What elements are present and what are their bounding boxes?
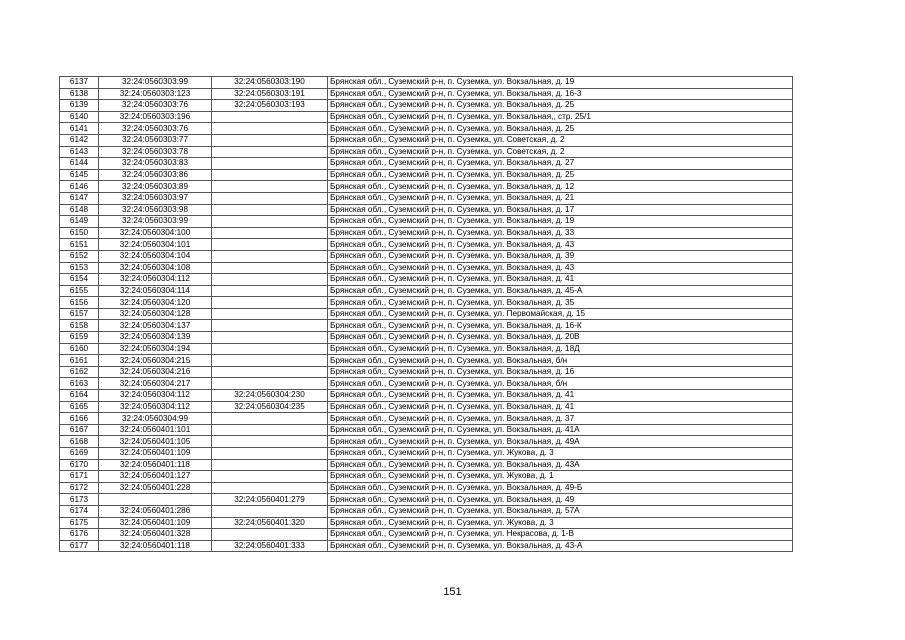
address-cell: Брянская обл., Суземский р-н, п. Суземка, ул. Вокзальная, д. 49-Б [328,482,793,494]
linked-cadastral-number-cell [212,355,328,367]
linked-cadastral-number-cell [212,448,328,460]
table-row [60,204,793,216]
row-number-cell: 6169 [60,448,99,460]
linked-cadastral-number-cell [212,505,328,517]
table-body [60,77,793,552]
row-number-cell: 6163 [60,378,99,390]
table-row [60,448,793,460]
row-number-cell: 6171 [60,471,99,483]
property-registry-table [59,76,793,552]
linked-cadastral-number-cell [212,413,328,425]
table-row [60,320,793,332]
linked-cadastral-number-cell [212,250,328,262]
cadastral-number-cell: 32:24:0560303:76 [99,100,212,112]
row-number-cell: 6168 [60,436,99,448]
row-number-cell: 6174 [60,505,99,517]
linked-cadastral-number-cell [212,343,328,355]
table-row [60,482,793,494]
linked-cadastral-number-cell [212,529,328,541]
address-cell: Брянская обл., Суземский р-н, п. Суземка, ул. Вокзальная, д. 16-3 [328,88,793,100]
row-number-cell: 6147 [60,192,99,204]
row-number-cell: 6157 [60,308,99,320]
address-cell: Брянская обл., Суземский р-н, п. Суземка, ул. Вокзальная, д. 41А [328,424,793,436]
table-row [60,285,793,297]
table-row [60,343,793,355]
linked-cadastral-number-cell: 32:24:0560304:230 [212,390,328,402]
row-number-cell: 6144 [60,158,99,170]
address-cell: Брянская обл., Суземский р-н, п. Суземка, ул. Жукова, д. 1 [328,471,793,483]
linked-cadastral-number-cell [212,297,328,309]
linked-cadastral-number-cell [212,274,328,286]
table-row [60,181,793,193]
row-number-cell: 6142 [60,134,99,146]
table-row [60,540,793,552]
cadastral-number-cell: 32:24:0560401:286 [99,505,212,517]
address-cell: Брянская обл., Суземский р-н, п. Суземка, ул. Вокзальная, б/н [328,355,793,367]
table-row [60,459,793,471]
table-row [60,250,793,262]
linked-cadastral-number-cell [212,332,328,344]
row-number-cell: 6176 [60,529,99,541]
page-number: 151 [443,586,462,598]
linked-cadastral-number-cell [212,262,328,274]
cadastral-number-cell: 32:24:0560304:114 [99,285,212,297]
address-cell: Брянская обл., Суземский р-н, п. Суземка, ул. Вокзальная, д. 33 [328,227,793,239]
row-number-cell: 6161 [60,355,99,367]
table-row [60,413,793,425]
address-cell: Брянская обл., Суземский р-н, п. Суземка, ул. Жукова, д. 3 [328,448,793,460]
table-row [60,436,793,448]
cadastral-number-cell: 32:24:0560303:98 [99,204,212,216]
cadastral-number-cell: 32:24:0560304:194 [99,343,212,355]
cadastral-number-cell: 32:24:0560304:139 [99,332,212,344]
cadastral-number-cell: 32:24:0560303:77 [99,134,212,146]
linked-cadastral-number-cell [212,424,328,436]
table-row [60,494,793,506]
cadastral-number-cell: 32:24:0560304:112 [99,401,212,413]
row-number-cell: 6155 [60,285,99,297]
table-row [60,227,793,239]
table-row [60,308,793,320]
linked-cadastral-number-cell [212,227,328,239]
address-cell: Брянская обл., Суземский р-н, п. Суземка, ул. Вокзальная, д. 49 [328,494,793,506]
linked-cadastral-number-cell [212,308,328,320]
table-row [60,332,793,344]
table-row [60,297,793,309]
address-cell: Брянская обл., Суземский р-н, п. Суземка, ул. Вокзальная, д. 43 [328,239,793,251]
row-number-cell: 6166 [60,413,99,425]
linked-cadastral-number-cell: 32:24:0560303:190 [212,77,328,89]
address-cell: Брянская обл., Суземский р-н, п. Суземка, ул. Вокзальная, д. 37 [328,413,793,425]
linked-cadastral-number-cell [212,123,328,135]
cadastral-number-cell: 32:24:0560303:99 [99,77,212,89]
row-number-cell: 6162 [60,366,99,378]
linked-cadastral-number-cell [212,239,328,251]
address-cell: Брянская обл., Суземский р-н, п. Суземка, ул. Вокзальная, д. 41 [328,401,793,413]
address-cell: Брянская обл., Суземский р-н, п. Суземка, ул. Вокзальная, д. 25 [328,169,793,181]
address-cell: Брянская обл., Суземский р-н, п. Суземка, ул. Вокзальная, д. 25 [328,123,793,135]
linked-cadastral-number-cell [212,111,328,123]
cadastral-number-cell: 32:24:0560304:137 [99,320,212,332]
address-cell: Брянская обл., Суземский р-н, п. Суземка, ул. Вокзальная, д. 45-А [328,285,793,297]
address-cell: Брянская обл., Суземский р-н, п. Суземка, ул. Вокзальная, д. 25 [328,100,793,112]
address-cell: Брянская обл., Суземский р-н, п. Суземка, ул. Вокзальная, д. 41 [328,390,793,402]
address-cell: Брянская обл., Суземский р-н, п. Суземка, ул. Вокзальная, д. 35 [328,297,793,309]
linked-cadastral-number-cell: 32:24:0560401:320 [212,517,328,529]
address-cell: Брянская обл., Суземский р-н, п. Суземка, ул. Некрасова, д. 1-В [328,529,793,541]
linked-cadastral-number-cell [212,366,328,378]
row-number-cell: 6151 [60,239,99,251]
row-number-cell: 6148 [60,204,99,216]
cadastral-number-cell: 32:24:0560304:104 [99,250,212,262]
cadastral-number-cell: 32:24:0560303:97 [99,192,212,204]
cadastral-number-cell: 32:24:0560304:120 [99,297,212,309]
linked-cadastral-number-cell [212,169,328,181]
linked-cadastral-number-cell [212,378,328,390]
table-row [60,88,793,100]
row-number-cell: 6140 [60,111,99,123]
linked-cadastral-number-cell [212,320,328,332]
row-number-cell: 6156 [60,297,99,309]
linked-cadastral-number-cell [212,204,328,216]
cadastral-number-cell: 32:24:0560304:101 [99,239,212,251]
table-row [60,146,793,158]
address-cell: Брянская обл., Суземский р-н, п. Суземка, ул. Жукова, д. 3 [328,517,793,529]
table-row [60,401,793,413]
row-number-cell: 6165 [60,401,99,413]
cadastral-number-cell: 32:24:0560401:101 [99,424,212,436]
cadastral-number-cell: 32:24:0560304:112 [99,274,212,286]
cadastral-number-cell: 32:24:0560401:109 [99,448,212,460]
cadastral-number-cell: 32:24:0560401:228 [99,482,212,494]
table-row [60,216,793,228]
table-row [60,378,793,390]
table-row [60,471,793,483]
cadastral-number-cell: 32:24:0560401:109 [99,517,212,529]
address-cell: Брянская обл., Суземский р-н, п. Суземка, ул. Вокзальная, д. 41 [328,274,793,286]
linked-cadastral-number-cell [212,134,328,146]
cadastral-number-cell: 32:24:0560303:196 [99,111,212,123]
cadastral-number-cell: 32:24:0560304:112 [99,390,212,402]
table-row [60,111,793,123]
table-row [60,158,793,170]
cadastral-number-cell: 32:24:0560304:217 [99,378,212,390]
row-number-cell: 6145 [60,169,99,181]
row-number-cell: 6164 [60,390,99,402]
table-row [60,424,793,436]
row-number-cell: 6150 [60,227,99,239]
address-cell: Брянская обл., Суземский р-н, п. Суземка, ул. Советская, д. 2 [328,134,793,146]
address-cell: Брянская обл., Суземский р-н, п. Суземка, ул. Вокзальная, д. 16-К [328,320,793,332]
address-cell: Брянская обл., Суземский р-н, п. Суземка, ул. Первомайская, д. 15 [328,308,793,320]
cadastral-number-cell: 32:24:0560401:118 [99,459,212,471]
linked-cadastral-number-cell [212,181,328,193]
table-row [60,169,793,181]
table-row [60,355,793,367]
address-cell: Брянская обл., Суземский р-н, п. Суземка, ул. Советская, д. 2 [328,146,793,158]
row-number-cell: 6139 [60,100,99,112]
address-cell: Брянская обл., Суземский р-н, п. Суземка, ул. Вокзальная, д. 43-А [328,540,793,552]
row-number-cell: 6172 [60,482,99,494]
linked-cadastral-number-cell [212,482,328,494]
linked-cadastral-number-cell [212,158,328,170]
table-row [60,274,793,286]
table-row [60,366,793,378]
row-number-cell: 6146 [60,181,99,193]
linked-cadastral-number-cell [212,471,328,483]
row-number-cell: 6137 [60,77,99,89]
address-cell: Брянская обл., Суземский р-н, п. Суземка, ул. Вокзальная, б/н [328,378,793,390]
linked-cadastral-number-cell [212,459,328,471]
linked-cadastral-number-cell: 32:24:0560303:191 [212,88,328,100]
cadastral-number-cell: 32:24:0560401:105 [99,436,212,448]
address-cell: Брянская обл., Суземский р-н, п. Суземка, ул. Вокзальная, д. 39 [328,250,793,262]
table-row [60,100,793,112]
row-number-cell: 6175 [60,517,99,529]
cadastral-number-cell: 32:24:0560304:215 [99,355,212,367]
cadastral-number-cell: 32:24:0560303:123 [99,88,212,100]
cadastral-number-cell: 32:24:0560304:128 [99,308,212,320]
address-cell: Брянская обл., Суземский р-н, п. Суземка, ул. Вокзальная, д. 20В [328,332,793,344]
row-number-cell: 6167 [60,424,99,436]
linked-cadastral-number-cell [212,146,328,158]
row-number-cell: 6143 [60,146,99,158]
cadastral-number-cell: 32:24:0560401:328 [99,529,212,541]
table-row [60,505,793,517]
address-cell: Брянская обл., Суземский р-н, п. Суземка, ул. Вокзальная, д. 19 [328,216,793,228]
linked-cadastral-number-cell: 32:24:0560304:235 [212,401,328,413]
row-number-cell: 6158 [60,320,99,332]
table-row [60,123,793,135]
cadastral-number-cell: 32:24:0560304:108 [99,262,212,274]
linked-cadastral-number-cell [212,436,328,448]
address-cell: Брянская обл., Суземский р-н, п. Суземка, ул. Вокзальная, д. 19 [328,77,793,89]
row-number-cell: 6152 [60,250,99,262]
row-number-cell: 6141 [60,123,99,135]
cadastral-number-cell: 32:24:0560303:83 [99,158,212,170]
linked-cadastral-number-cell [212,285,328,297]
table-row [60,517,793,529]
cadastral-number-cell: 32:24:0560303:86 [99,169,212,181]
cadastral-number-cell: 32:24:0560303:89 [99,181,212,193]
cadastral-number-cell: 32:24:0560303:76 [99,123,212,135]
address-cell: Брянская обл., Суземский р-н, п. Суземка, ул. Вокзальная, д. 18Д [328,343,793,355]
address-cell: Брянская обл., Суземский р-н, п. Суземка, ул. Вокзальная, д. 27 [328,158,793,170]
cadastral-number-cell: 32:24:0560401:118 [99,540,212,552]
address-cell: Брянская обл., Суземский р-н, п. Суземка, ул. Вокзальная, д. 43 [328,262,793,274]
table-row [60,529,793,541]
linked-cadastral-number-cell [212,192,328,204]
table-row [60,192,793,204]
cadastral-number-cell: 32:24:0560401:127 [99,471,212,483]
row-number-cell: 6173 [60,494,99,506]
row-number-cell: 6160 [60,343,99,355]
address-cell: Брянская обл., Суземский р-н, п. Суземка, ул. Вокзальная, д. 21 [328,192,793,204]
cadastral-number-cell: 32:24:0560304:100 [99,227,212,239]
linked-cadastral-number-cell: 32:24:0560401:333 [212,540,328,552]
cadastral-number-cell [99,494,212,506]
address-cell: Брянская обл., Суземский р-н, п. Суземка, ул. Вокзальная, д. 43А [328,459,793,471]
row-number-cell: 6170 [60,459,99,471]
cadastral-number-cell: 32:24:0560304:99 [99,413,212,425]
address-cell: Брянская обл., Суземский р-н, п. Суземка, ул. Вокзальная, д. 57А [328,505,793,517]
linked-cadastral-number-cell: 32:24:0560401:279 [212,494,328,506]
address-cell: Брянская обл., Суземский р-н, п. Суземка, ул. Вокзальная, д. 17 [328,204,793,216]
row-number-cell: 6159 [60,332,99,344]
table-row [60,239,793,251]
address-cell: Брянская обл., Суземский р-н, п. Суземка, ул. Вокзальная, д. 16 [328,366,793,378]
cadastral-number-cell: 32:24:0560303:78 [99,146,212,158]
row-number-cell: 6153 [60,262,99,274]
address-cell: Брянская обл., Суземский р-н, п. Суземка, ул. Вокзальная, д. 12 [328,181,793,193]
table-row [60,134,793,146]
row-number-cell: 6149 [60,216,99,228]
address-cell: Брянская обл., Суземский р-н, п. Суземка, ул. Вокзальная, д. 49А [328,436,793,448]
cadastral-number-cell: 32:24:0560304:216 [99,366,212,378]
row-number-cell: 6138 [60,88,99,100]
row-number-cell: 6177 [60,540,99,552]
row-number-cell: 6154 [60,274,99,286]
table-row [60,262,793,274]
linked-cadastral-number-cell [212,216,328,228]
table-row [60,390,793,402]
cadastral-number-cell: 32:24:0560303:99 [99,216,212,228]
table-row [60,77,793,89]
linked-cadastral-number-cell: 32:24:0560303:193 [212,100,328,112]
address-cell: Брянская обл., Суземский р-н, п. Суземка, ул. Вокзальная,, стр. 25/1 [328,111,793,123]
